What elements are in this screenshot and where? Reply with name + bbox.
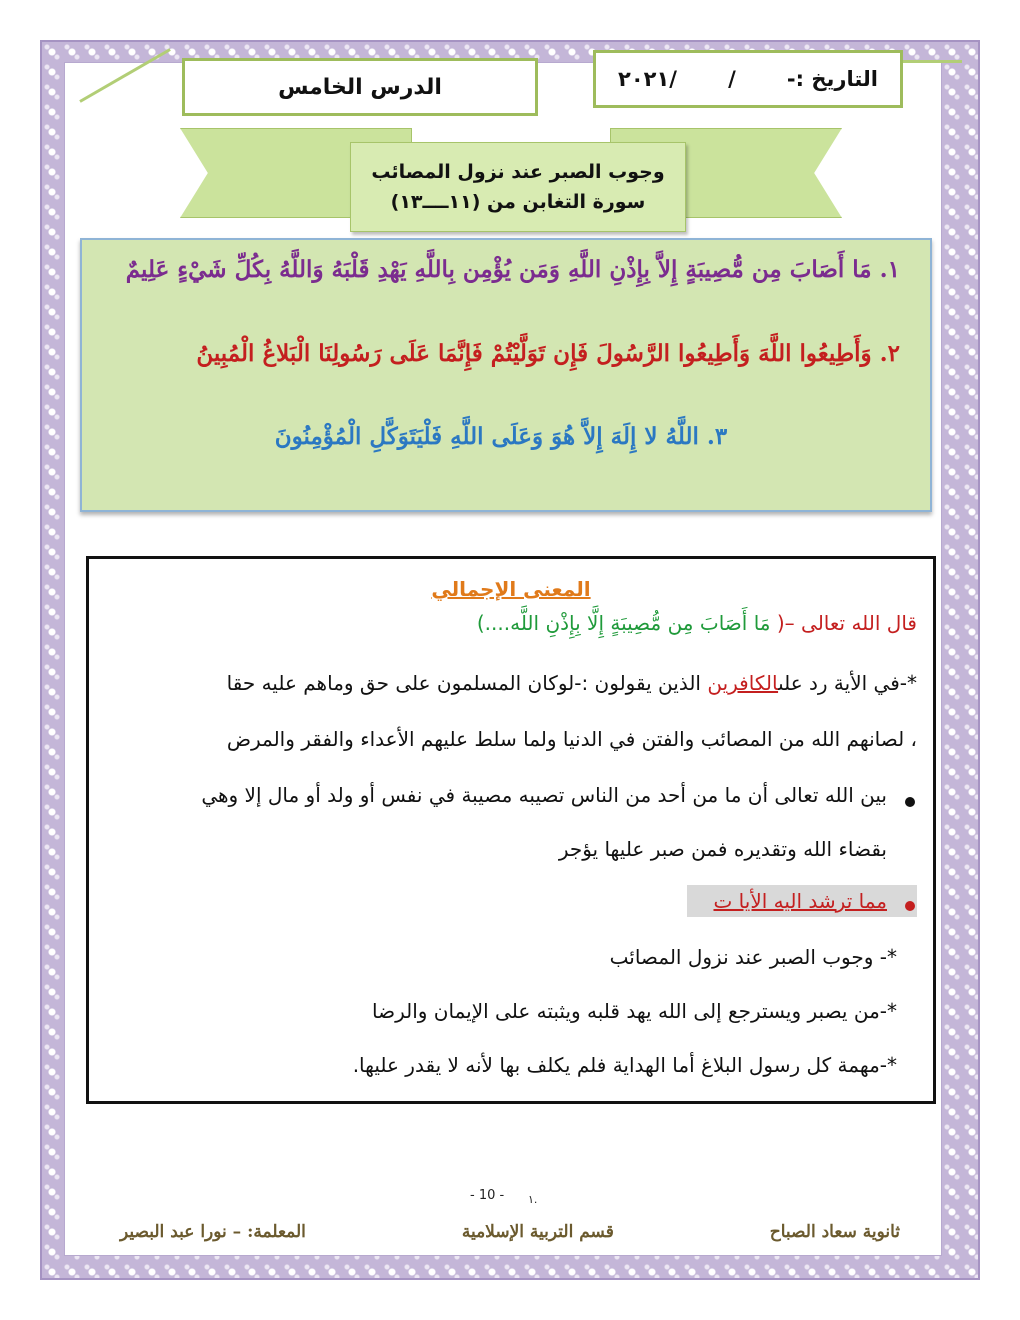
surah-range: سورة التغابن من (١١ــــ١٣) bbox=[390, 191, 646, 213]
text-segment: الذين يقولون :-لوكان المسلمون على حق وماهم عليه حقا bbox=[226, 671, 708, 695]
guidance-title: مما ترشد اليه الأيا ت bbox=[713, 889, 887, 913]
general-meaning-box bbox=[86, 556, 936, 1104]
header-line-right bbox=[902, 60, 962, 63]
footer-department: قسم التربية الإسلامية bbox=[461, 1222, 614, 1242]
text-segment: *-في الأية رد على bbox=[778, 671, 917, 695]
lesson-title: الدرس الخامس bbox=[278, 74, 442, 100]
date-box bbox=[593, 50, 903, 108]
lesson-title-box bbox=[182, 58, 538, 116]
bullet-line-1: بين الله تعالى أن ما من أحد من الناس تصيبه مصيبة في نفس أو ولد أو مال إلا وهي bbox=[201, 783, 887, 807]
page-number-arabic: ١. bbox=[528, 1193, 538, 1206]
quote-prefix: قال الله تعالى –( bbox=[776, 611, 917, 635]
meaning-paragraph-line-1 bbox=[105, 671, 917, 695]
bullet-icon bbox=[905, 901, 915, 911]
date-year: /٢٠٢١ bbox=[618, 67, 677, 91]
date-label: التاريخ :- bbox=[786, 67, 878, 91]
footer bbox=[120, 1222, 900, 1242]
date-separator: / bbox=[728, 67, 736, 91]
bullet-line-2: بقضاء الله وتقديره فمن صبر عليها يؤجر bbox=[558, 837, 887, 861]
guidance-item-1: *- وجوب الصبر عند نزول المصائب bbox=[609, 945, 897, 969]
footer-school: ثانوية سعاد الصباح bbox=[769, 1222, 900, 1242]
meaning-paragraph-line-2: ، لصانهم الله من المصائب والفتن في الدنيا ولما سلط عليهم الأعداء والفقر والمرض bbox=[226, 727, 917, 751]
quoted-verse: مَا أَصَابَ مِن مُّصِيبَةٍ إِلَّا بِإِذْنِ اللَّه....) bbox=[476, 611, 777, 635]
guidance-item-3: *-مهمة كل رسول البلاغ أما الهداية فلم يكلف بها لأنه لا يقدر عليها. bbox=[352, 1053, 897, 1077]
meaning-title: المعنى الإجمالي bbox=[431, 577, 591, 601]
footer-teacher: المعلمة: – نورا عبد البصير bbox=[120, 1222, 306, 1242]
topic-title: وجوب الصبر عند نزول المصائب bbox=[371, 161, 665, 183]
verses-box bbox=[80, 238, 932, 512]
quoted-verse-line bbox=[105, 611, 917, 635]
bullet-icon bbox=[905, 797, 915, 807]
verse-2: ٢. وَأَطِيعُوا اللَّهَ وَأَطِيعُوا الرَّسُولَ فَإِن تَوَلَّيْتُمْ فَإِنَّمَا عَلَى رَسُولِنَا الْبَلاغُ الْمُبِينُ bbox=[196, 340, 900, 367]
verse-3: ٣. اللَّهُ لا إِلَهَ إِلاَّ هُوَ وَعَلَى اللَّهِ فَلْيَتَوَكَّلِ الْمُؤْمِنُونَ bbox=[274, 423, 728, 450]
highlighted-word: الكافرين bbox=[707, 671, 779, 695]
page-number: - 10 - bbox=[470, 1188, 505, 1203]
topic-banner bbox=[350, 142, 686, 232]
verse-1: ١. مَا أَصَابَ مِن مُّصِيبَةٍ إِلاَّ بِإِذْنِ اللَّهِ وَمَن يُؤْمِن بِاللَّهِ يَهْدِ قَلْبَهُ وَاللَّهُ بِكُلِّ شَيْءٍ عَلِيمٌ bbox=[125, 256, 900, 283]
guidance-item-2: *-من يصبر ويسترجع إلى الله يهد قلبه ويثبته على الإيمان والرضا bbox=[372, 999, 897, 1023]
